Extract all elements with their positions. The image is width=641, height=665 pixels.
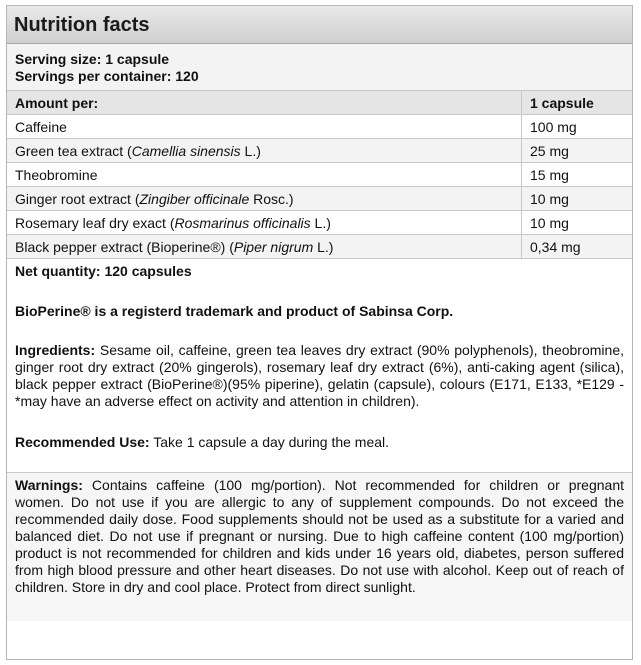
row-name: Theobromine xyxy=(7,163,522,187)
recommended-use-label: Recommended Use: xyxy=(15,434,150,450)
ingredients-label: Ingredients: xyxy=(15,342,96,358)
row-name: Green tea extract (Camellia sinensis L.) xyxy=(7,139,522,163)
net-quantity: Net quantity: 120 capsules xyxy=(15,263,192,279)
table-header-row xyxy=(7,91,632,115)
table-row xyxy=(7,163,632,187)
nutrition-facts-panel xyxy=(6,5,633,660)
ingredients-text: Sesame oil, caffeine, green tea leaves dry extract (90% polyphenols), theobromine, ginger root dry extract (20% gingerols), rosemary leaf dry extract (6%), anti-caking agent (silica), black pepper extract (BioPerine®)(95% piperine), gelatin (capsule), colours (E171, E133, *E129 - *may have an adverse effect on activity and attention in children). xyxy=(15,342,624,409)
row-name: Caffeine xyxy=(7,115,522,139)
page-title: Nutrition facts xyxy=(14,14,150,36)
ingredients-section xyxy=(7,339,632,410)
header-amount: 1 capsule xyxy=(522,91,633,115)
nutrition-table xyxy=(7,91,632,259)
table-row xyxy=(7,211,632,235)
row-amount: 15 mg xyxy=(522,163,633,187)
row-name: Rosemary leaf dry exact (Rosmarinus officinalis L.) xyxy=(7,211,522,235)
row-amount: 10 mg xyxy=(522,211,633,235)
table-row xyxy=(7,139,632,163)
warnings-text: Contains caffeine (100 mg/portion). Not recommended for children or pregnant women. Do not use if you are allergic to any of supplement compounds. Do not exceed the recommended daily dose. Food supplements should not be used as a substitute for a varied and balanced diet. Do not use if pregnant or nursing. Due to high caffeine content (100 mg/portion) product is not recommended for children and kids under 16 years old, diabetes, person suffered from high blood pressure and other heart diseases. Do not use with alcohol. Keep out of reach of children. Store in dry and cool place. Protect from direct sunlight. xyxy=(15,477,624,595)
row-name: Ginger root extract (Zingiber officinale Rosc.) xyxy=(7,187,522,211)
trademark-notice: BioPerine® is a registerd trademark and product of Sabinsa Corp. xyxy=(15,303,454,319)
recommended-use-section xyxy=(7,410,632,473)
serving-size: Serving size: 1 capsule xyxy=(15,51,170,67)
servings-per-container: Servings per container: 120 xyxy=(15,68,199,84)
recommended-use-text: Take 1 capsule a day during the meal. xyxy=(149,434,390,450)
warnings-section xyxy=(7,473,632,621)
header-name: Amount per: xyxy=(7,91,522,115)
serving-info xyxy=(7,44,632,91)
table-row xyxy=(7,235,632,259)
row-amount: 0,34 mg xyxy=(522,235,633,259)
title-bar xyxy=(7,6,632,44)
row-amount: 100 mg xyxy=(522,115,633,139)
warnings-label: Warnings: xyxy=(15,477,83,493)
table-row xyxy=(7,115,632,139)
row-amount: 25 mg xyxy=(522,139,633,163)
table-row xyxy=(7,187,632,211)
row-name: Black pepper extract (Bioperine®) (Piper nigrum L.) xyxy=(7,235,522,259)
row-amount: 10 mg xyxy=(522,187,633,211)
